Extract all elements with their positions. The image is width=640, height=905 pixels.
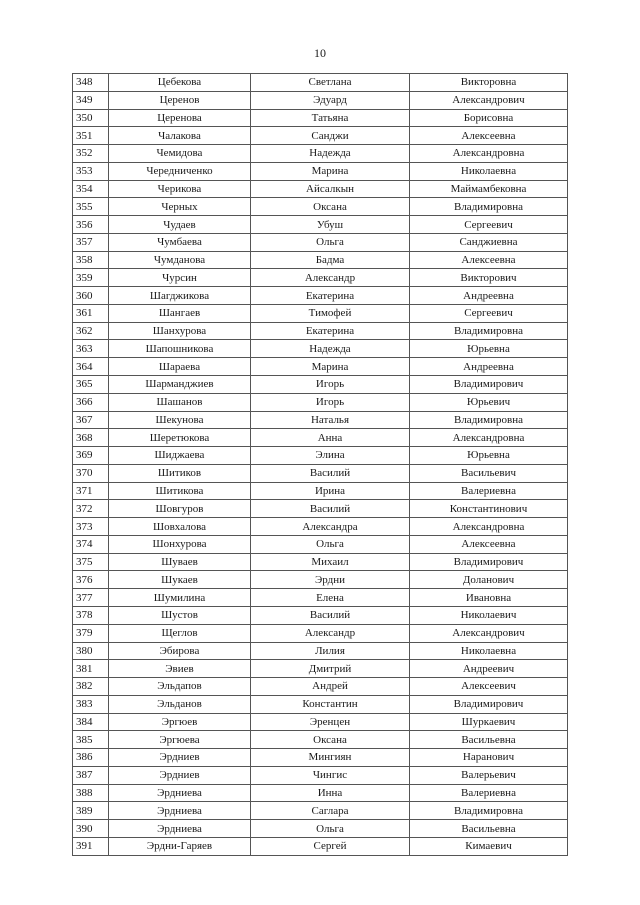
last-name: Шагджикова bbox=[109, 287, 251, 305]
patronymic: Васильевна bbox=[410, 820, 568, 838]
row-number: 371 bbox=[73, 482, 109, 500]
table-row bbox=[73, 642, 568, 660]
table-row bbox=[73, 624, 568, 642]
row-number: 367 bbox=[73, 411, 109, 429]
first-name: Санджи bbox=[251, 127, 410, 145]
first-name: Дмитрий bbox=[251, 660, 410, 678]
patronymic: Наранович bbox=[410, 749, 568, 767]
first-name: Екатерина bbox=[251, 287, 410, 305]
first-name: Тимофей bbox=[251, 304, 410, 322]
patronymic: Юрьевич bbox=[410, 393, 568, 411]
first-name: Надежда bbox=[251, 145, 410, 163]
table-row bbox=[73, 837, 568, 855]
row-number: 391 bbox=[73, 837, 109, 855]
row-number: 377 bbox=[73, 589, 109, 607]
last-name: Эвиев bbox=[109, 660, 251, 678]
first-name: Игорь bbox=[251, 376, 410, 394]
table-row bbox=[73, 287, 568, 305]
last-name: Эрдниева bbox=[109, 784, 251, 802]
first-name: Татьяна bbox=[251, 109, 410, 127]
first-name: Мингиян bbox=[251, 749, 410, 767]
row-number: 376 bbox=[73, 571, 109, 589]
last-name: Шашанов bbox=[109, 393, 251, 411]
patronymic: Юрьевна bbox=[410, 340, 568, 358]
patronymic: Владимирович bbox=[410, 695, 568, 713]
first-name: Эдуард bbox=[251, 91, 410, 109]
first-name: Оксана bbox=[251, 731, 410, 749]
first-name: Элина bbox=[251, 447, 410, 465]
table-row bbox=[73, 713, 568, 731]
first-name: Михаил bbox=[251, 553, 410, 571]
last-name: Чурсин bbox=[109, 269, 251, 287]
last-name: Щеглов bbox=[109, 624, 251, 642]
last-name: Эбирова bbox=[109, 642, 251, 660]
row-number: 384 bbox=[73, 713, 109, 731]
last-name: Шараева bbox=[109, 358, 251, 376]
row-number: 368 bbox=[73, 429, 109, 447]
table-row bbox=[73, 447, 568, 465]
last-name: Чередниченко bbox=[109, 162, 251, 180]
patronymic: Алексеевна bbox=[410, 251, 568, 269]
table-row bbox=[73, 269, 568, 287]
row-number: 389 bbox=[73, 802, 109, 820]
row-number: 366 bbox=[73, 393, 109, 411]
patronymic: Владимировна bbox=[410, 198, 568, 216]
table-row bbox=[73, 695, 568, 713]
patronymic: Александрович bbox=[410, 624, 568, 642]
first-name: Сергей bbox=[251, 837, 410, 855]
last-name: Шуваев bbox=[109, 553, 251, 571]
first-name: Ольга bbox=[251, 233, 410, 251]
table-row bbox=[73, 766, 568, 784]
first-name: Надежда bbox=[251, 340, 410, 358]
row-number: 359 bbox=[73, 269, 109, 287]
row-number: 363 bbox=[73, 340, 109, 358]
last-name: Чемидова bbox=[109, 145, 251, 163]
first-name: Оксана bbox=[251, 198, 410, 216]
last-name: Шукаев bbox=[109, 571, 251, 589]
table-row bbox=[73, 216, 568, 234]
first-name: Бадма bbox=[251, 251, 410, 269]
patronymic: Александрович bbox=[410, 91, 568, 109]
first-name: Марина bbox=[251, 162, 410, 180]
first-name: Василий bbox=[251, 500, 410, 518]
first-name: Андрей bbox=[251, 678, 410, 696]
first-name: Ирина bbox=[251, 482, 410, 500]
row-number: 349 bbox=[73, 91, 109, 109]
row-number: 372 bbox=[73, 500, 109, 518]
row-number: 348 bbox=[73, 74, 109, 92]
last-name: Чудаев bbox=[109, 216, 251, 234]
patronymic: Николаевич bbox=[410, 606, 568, 624]
patronymic: Кимаевич bbox=[410, 837, 568, 855]
last-name: Шустов bbox=[109, 606, 251, 624]
last-name: Церенов bbox=[109, 91, 251, 109]
table-row bbox=[73, 731, 568, 749]
table-row bbox=[73, 322, 568, 340]
last-name: Эрдниева bbox=[109, 802, 251, 820]
patronymic: Владимировна bbox=[410, 802, 568, 820]
last-name: Черикова bbox=[109, 180, 251, 198]
last-name: Шарманджиев bbox=[109, 376, 251, 394]
first-name: Эрдни bbox=[251, 571, 410, 589]
patronymic: Сергеевич bbox=[410, 216, 568, 234]
last-name: Шумилина bbox=[109, 589, 251, 607]
first-name: Александра bbox=[251, 518, 410, 536]
first-name: Инна bbox=[251, 784, 410, 802]
first-name: Игорь bbox=[251, 393, 410, 411]
first-name: Светлана bbox=[251, 74, 410, 92]
last-name: Шиджаева bbox=[109, 447, 251, 465]
table-row bbox=[73, 606, 568, 624]
last-name: Цебекова bbox=[109, 74, 251, 92]
last-name: Чумбаева bbox=[109, 233, 251, 251]
patronymic: Викторович bbox=[410, 269, 568, 287]
patronymic: Васильевич bbox=[410, 464, 568, 482]
row-number: 381 bbox=[73, 660, 109, 678]
patronymic: Владимирович bbox=[410, 553, 568, 571]
patronymic: Доланович bbox=[410, 571, 568, 589]
last-name: Шитикова bbox=[109, 482, 251, 500]
row-number: 387 bbox=[73, 766, 109, 784]
table-row bbox=[73, 784, 568, 802]
patronymic: Шуркаевич bbox=[410, 713, 568, 731]
last-name: Черных bbox=[109, 198, 251, 216]
table-row bbox=[73, 127, 568, 145]
last-name: Эльдапов bbox=[109, 678, 251, 696]
row-number: 357 bbox=[73, 233, 109, 251]
first-name: Айсалкын bbox=[251, 180, 410, 198]
last-name: Шовгуров bbox=[109, 500, 251, 518]
table-row bbox=[73, 411, 568, 429]
table-row bbox=[73, 464, 568, 482]
patronymic: Николаевна bbox=[410, 642, 568, 660]
first-name: Саглара bbox=[251, 802, 410, 820]
first-name: Василий bbox=[251, 464, 410, 482]
table-row bbox=[73, 251, 568, 269]
patronymic: Валерьевич bbox=[410, 766, 568, 784]
row-number: 361 bbox=[73, 304, 109, 322]
patronymic: Александровна bbox=[410, 429, 568, 447]
patronymic: Васильевна bbox=[410, 731, 568, 749]
row-number: 362 bbox=[73, 322, 109, 340]
first-name: Елена bbox=[251, 589, 410, 607]
table-row bbox=[73, 820, 568, 838]
row-number: 370 bbox=[73, 464, 109, 482]
roster-table bbox=[72, 73, 568, 856]
row-number: 358 bbox=[73, 251, 109, 269]
last-name: Чумданова bbox=[109, 251, 251, 269]
row-number: 351 bbox=[73, 127, 109, 145]
first-name: Александр bbox=[251, 269, 410, 287]
row-number: 360 bbox=[73, 287, 109, 305]
table-row bbox=[73, 393, 568, 411]
row-number: 379 bbox=[73, 624, 109, 642]
first-name: Чингис bbox=[251, 766, 410, 784]
table-row bbox=[73, 802, 568, 820]
table-row bbox=[73, 180, 568, 198]
last-name: Эргюев bbox=[109, 713, 251, 731]
table-row bbox=[73, 571, 568, 589]
first-name: Убуш bbox=[251, 216, 410, 234]
row-number: 388 bbox=[73, 784, 109, 802]
patronymic: Алексеевна bbox=[410, 127, 568, 145]
last-name: Шонхурова bbox=[109, 535, 251, 553]
patronymic: Константинович bbox=[410, 500, 568, 518]
last-name: Эргюева bbox=[109, 731, 251, 749]
table-row bbox=[73, 660, 568, 678]
first-name: Наталья bbox=[251, 411, 410, 429]
row-number: 383 bbox=[73, 695, 109, 713]
row-number: 364 bbox=[73, 358, 109, 376]
row-number: 350 bbox=[73, 109, 109, 127]
table-row bbox=[73, 74, 568, 92]
row-number: 355 bbox=[73, 198, 109, 216]
table-row bbox=[73, 91, 568, 109]
table-row bbox=[73, 109, 568, 127]
table-row bbox=[73, 358, 568, 376]
first-name: Эренцен bbox=[251, 713, 410, 731]
table-row bbox=[73, 553, 568, 571]
patronymic: Борисовна bbox=[410, 109, 568, 127]
row-number: 353 bbox=[73, 162, 109, 180]
row-number: 369 bbox=[73, 447, 109, 465]
patronymic: Владимировна bbox=[410, 411, 568, 429]
table-row bbox=[73, 376, 568, 394]
patronymic: Алексеевна bbox=[410, 535, 568, 553]
row-number: 386 bbox=[73, 749, 109, 767]
row-number: 385 bbox=[73, 731, 109, 749]
table-row bbox=[73, 518, 568, 536]
table-row bbox=[73, 482, 568, 500]
last-name: Эльданов bbox=[109, 695, 251, 713]
last-name: Шитиков bbox=[109, 464, 251, 482]
table-row bbox=[73, 340, 568, 358]
patronymic: Юрьевна bbox=[410, 447, 568, 465]
table-row bbox=[73, 162, 568, 180]
table-row bbox=[73, 678, 568, 696]
patronymic: Андреевич bbox=[410, 660, 568, 678]
last-name: Шанхурова bbox=[109, 322, 251, 340]
row-number: 390 bbox=[73, 820, 109, 838]
table-row bbox=[73, 233, 568, 251]
page-number: 10 bbox=[314, 46, 326, 60]
last-name: Эрдни-Гаряев bbox=[109, 837, 251, 855]
first-name: Ольга bbox=[251, 535, 410, 553]
first-name: Марина bbox=[251, 358, 410, 376]
patronymic: Маймамбековна bbox=[410, 180, 568, 198]
last-name: Шеретюкова bbox=[109, 429, 251, 447]
row-number: 365 bbox=[73, 376, 109, 394]
first-name: Екатерина bbox=[251, 322, 410, 340]
patronymic: Алексеевич bbox=[410, 678, 568, 696]
patronymic: Владимировна bbox=[410, 322, 568, 340]
row-number: 356 bbox=[73, 216, 109, 234]
table-row bbox=[73, 198, 568, 216]
first-name: Ольга bbox=[251, 820, 410, 838]
patronymic: Валериевна bbox=[410, 784, 568, 802]
last-name: Эрдниева bbox=[109, 820, 251, 838]
last-name: Шапошникова bbox=[109, 340, 251, 358]
table-row bbox=[73, 535, 568, 553]
first-name: Василий bbox=[251, 606, 410, 624]
row-number: 380 bbox=[73, 642, 109, 660]
patronymic: Александровна bbox=[410, 145, 568, 163]
table-row bbox=[73, 304, 568, 322]
first-name: Лилия bbox=[251, 642, 410, 660]
row-number: 375 bbox=[73, 553, 109, 571]
patronymic: Викторовна bbox=[410, 74, 568, 92]
patronymic: Сергеевич bbox=[410, 304, 568, 322]
last-name: Шовхалова bbox=[109, 518, 251, 536]
patronymic: Андреевна bbox=[410, 358, 568, 376]
table-row bbox=[73, 145, 568, 163]
row-number: 382 bbox=[73, 678, 109, 696]
last-name: Чалакова bbox=[109, 127, 251, 145]
last-name: Церенова bbox=[109, 109, 251, 127]
last-name: Эрдниев bbox=[109, 749, 251, 767]
patronymic: Владимирович bbox=[410, 376, 568, 394]
first-name: Александр bbox=[251, 624, 410, 642]
last-name: Шангаев bbox=[109, 304, 251, 322]
row-number: 354 bbox=[73, 180, 109, 198]
first-name: Анна bbox=[251, 429, 410, 447]
last-name: Шекунова bbox=[109, 411, 251, 429]
table-row bbox=[73, 429, 568, 447]
patronymic: Санджиевна bbox=[410, 233, 568, 251]
row-number: 374 bbox=[73, 535, 109, 553]
patronymic: Андреевна bbox=[410, 287, 568, 305]
row-number: 378 bbox=[73, 606, 109, 624]
row-number: 352 bbox=[73, 145, 109, 163]
table-row bbox=[73, 749, 568, 767]
row-number: 373 bbox=[73, 518, 109, 536]
first-name: Константин bbox=[251, 695, 410, 713]
table-row bbox=[73, 500, 568, 518]
patronymic: Александровна bbox=[410, 518, 568, 536]
roster-body bbox=[73, 74, 568, 856]
last-name: Эрдниев bbox=[109, 766, 251, 784]
patronymic: Ивановна bbox=[410, 589, 568, 607]
table-row bbox=[73, 589, 568, 607]
patronymic: Николаевна bbox=[410, 162, 568, 180]
patronymic: Валериевна bbox=[410, 482, 568, 500]
